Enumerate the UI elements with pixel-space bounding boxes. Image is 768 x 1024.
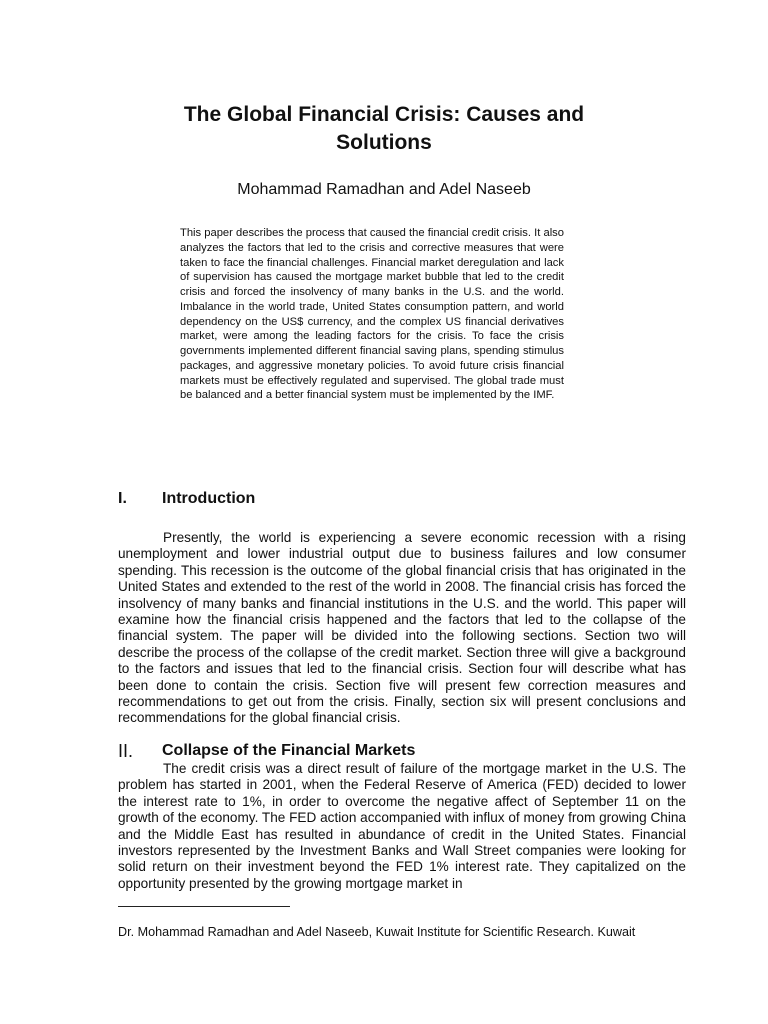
- paper-title: The Global Financial Crisis: Causes and Solutions: [183, 103, 585, 154]
- abstract: This paper describes the process that caused the financial credit crisis. It also analyzes the factors that led to the crisis and corrective measures that were taken to face the financial challenges. Financial market deregulation and lack of supervision has caused the mortgage market bubble that led to the credit crisis and forced the insolvency of many banks in the U.S. and the world. Imbalance in the world trade, United States consumption pattern, and world dependency on the US$ currency, and the complex US financial derivatives market, were among the leading factors for the crisis. To face the crisis governments implemented different financial saving plans, spending stimulus packages, and aggressive monetary policies. To avoid future crisis financial markets must be effectively regulated and supervised. The global trade must be balanced and a better financial system must be implemented by the IMF.: [180, 227, 564, 402]
- section-number: I.: [118, 490, 127, 507]
- footnote: Dr. Mohammad Ramadhan and Adel Naseeb, Kuwait Institute for Scientific Research. Kuwait: [118, 925, 636, 939]
- section-number: II.: [118, 741, 134, 761]
- introduction-paragraph: Presently, the world is experiencing a severe economic recession with a rising unemployment and lower industrial output due to business failures and low consumer spending. This recession is the outcome of the global financial crisis that has originated in the United States and extended to the rest of the world in 2008. The financial crisis has forced the insolvency of many banks and financial institutions in the U.S. and the world. This paper will examine how the financial crisis happened and the factors that led to the collapse of the financial system. The paper will be divided into the following sections. Section two will describe the process of the collapse of the credit market. Section three will give a background to the factors and issues that led to the financial crisis. Section four will describe what has been done to contain the crisis. Section five will present few correction measures and recommendations to get out from the crisis. Finally, section six will present conclusions and recommendations for the global financial crisis.: [118, 530, 686, 726]
- footnote-rule: [118, 906, 290, 907]
- section-title: Introduction: [162, 490, 256, 507]
- collapse-paragraph: The credit crisis was a direct result of failure of the mortgage market in the U.S. The problem has started in 2001, when the Federal Reserve of America (FED) decided to lower the interest rate to 1%, in order to overcome the negative affect of September 11 on the growth of the economy. The FED action accompanied with influx of money from growing China and the Middle East has resulted in abundance of credit in the United States. Financial investors represented by the Investment Banks and Wall Street companies were looking for solid return on their investment beyond the FED 1% interest rate. They capitalized on the opportunity presented by the growing mortgage market in: [118, 761, 686, 891]
- section-title: Collapse of the Financial Markets: [162, 742, 416, 759]
- paper-authors: Mohammad Ramadhan and Adel Naseeb: [237, 181, 531, 198]
